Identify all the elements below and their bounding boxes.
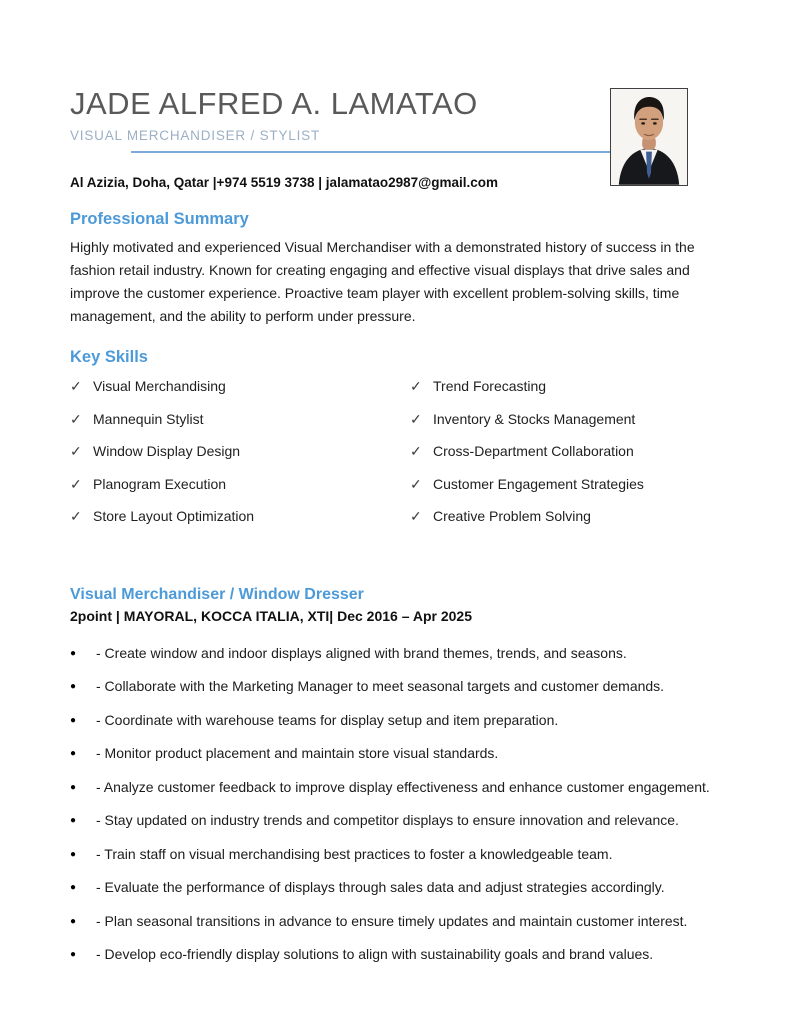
experience-bullet: [70, 945, 719, 964]
person-name: JADE ALFRED A. LAMATAO: [70, 86, 478, 121]
skill-item: [410, 377, 719, 396]
experience-company-dates: 2point | MAYORAL, KOCCA ITALIA, XTI| Dec 2016 – Apr 2025: [70, 607, 472, 624]
bullet-icon: ●: [70, 714, 77, 726]
skill-label: Store Layout Optimization: [93, 508, 255, 524]
bullet-text: - Coordinate with warehouse teams for display setup and item preparation.: [96, 711, 559, 728]
bullet-icon: ●: [70, 949, 77, 960]
skill-label: Window Display Design: [93, 443, 241, 459]
bullet-text: - Analyze customer feedback to improve display effectiveness and enhance customer engagement.: [96, 778, 710, 795]
experience-bullet: [70, 644, 719, 663]
experience-bullet: [70, 912, 719, 931]
checkmark-icon: ✓: [410, 508, 422, 524]
bullet-text: - Plan seasonal transitions in advance to ensure timely updates and maintain customer interest.: [96, 912, 688, 929]
skill-label: Cross-Department Collaboration: [433, 443, 634, 459]
skill-label: Customer Engagement Strategies: [433, 475, 644, 492]
experience-bullet: [70, 744, 719, 763]
bullet-text: - Monitor product placement and maintain store visual standards.: [96, 745, 499, 761]
checkmark-icon: ✓: [70, 378, 82, 394]
skill-label: Mannequin Stylist: [93, 410, 204, 427]
summary-section-heading: Professional Summary: [70, 210, 249, 228]
bullet-text: - Train staff on visual merchandising best practices to foster a knowledgeable team.: [96, 845, 613, 862]
skill-item: [70, 507, 410, 526]
bullet-icon: ●: [70, 915, 77, 927]
bullet-text: - Collaborate with the Marketing Manager to meet seasonal targets and customer demands.: [96, 678, 665, 694]
bullet-icon: ●: [70, 848, 77, 860]
skill-item: [70, 475, 410, 494]
checkmark-icon: ✓: [70, 475, 82, 492]
checkmark-icon: ✓: [410, 378, 422, 394]
skills-column-right: [410, 377, 719, 540]
skills-column-left: [70, 377, 410, 540]
experience-bullet: [70, 845, 719, 864]
bullet-text: - Evaluate the performance of displays through sales data and adjust strategies accordingly.: [96, 879, 665, 895]
bullet-icon: ●: [70, 815, 77, 826]
checkmark-icon: ✓: [70, 443, 82, 459]
skill-label: Visual Merchandising: [93, 378, 226, 394]
skills-grid: [70, 377, 719, 540]
bullet-text: - Create window and indoor displays aligned with brand themes, trends, and seasons.: [96, 644, 627, 661]
checkmark-icon: ✓: [410, 475, 422, 492]
experience-bullet: [70, 711, 719, 730]
experience-bullet: [70, 677, 719, 696]
skill-item: [410, 410, 719, 429]
skills-section-heading: Key Skills: [70, 348, 148, 366]
experience-bullet: [70, 811, 719, 830]
bullet-icon: ●: [70, 781, 77, 793]
experience-bullet-list: [70, 644, 719, 965]
person-job-title: VISUAL MERCHANDISER / STYLIST: [70, 128, 320, 143]
bullet-text: - Develop eco-friendly display solutions to align with sustainability goals and brand values.: [96, 946, 654, 962]
experience-bullet: [70, 878, 719, 897]
skill-item: [70, 442, 410, 461]
checkmark-icon: ✓: [70, 508, 82, 524]
experience-bullet: [70, 778, 719, 797]
skill-item: [70, 377, 410, 396]
checkmark-icon: ✓: [410, 410, 422, 427]
bullet-icon: ●: [70, 748, 77, 759]
portrait-photo-illustration: [611, 89, 687, 185]
skill-item: [410, 475, 719, 494]
checkmark-icon: ✓: [410, 443, 422, 459]
bullet-text: - Stay updated on industry trends and competitor displays to ensure innovation and relevance.: [96, 812, 679, 828]
skill-label: Inventory & Stocks Management: [433, 410, 636, 427]
skill-item: [410, 442, 719, 461]
skill-item: [410, 507, 719, 526]
bullet-icon: ●: [70, 681, 77, 692]
skill-item: [70, 410, 410, 429]
bullet-icon: ●: [70, 882, 77, 893]
summary-text: Highly motivated and experienced Visual Merchandiser with a demonstrated history of success in the fashion retail industry. Known for creating engaging and effective visual displays that drive sales and improve the customer experience. Proactive team player with excellent problem-solving skills, time management, and the ability to perform under pressure.: [70, 239, 695, 324]
bullet-icon: ●: [70, 647, 77, 659]
experience-role-heading: Visual Merchandiser / Window Dresser: [70, 585, 364, 603]
checkmark-icon: ✓: [70, 410, 82, 427]
skill-label: Creative Problem Solving: [433, 508, 591, 524]
skill-label: Trend Forecasting: [433, 378, 547, 394]
portrait-photo: [610, 88, 688, 186]
contact-info: Al Azizia, Doha, Qatar |+974 5519 3738 | jalamatao2987@gmail.com: [70, 175, 499, 190]
header-divider: [131, 151, 659, 153]
skill-label: Planogram Execution: [93, 475, 227, 492]
